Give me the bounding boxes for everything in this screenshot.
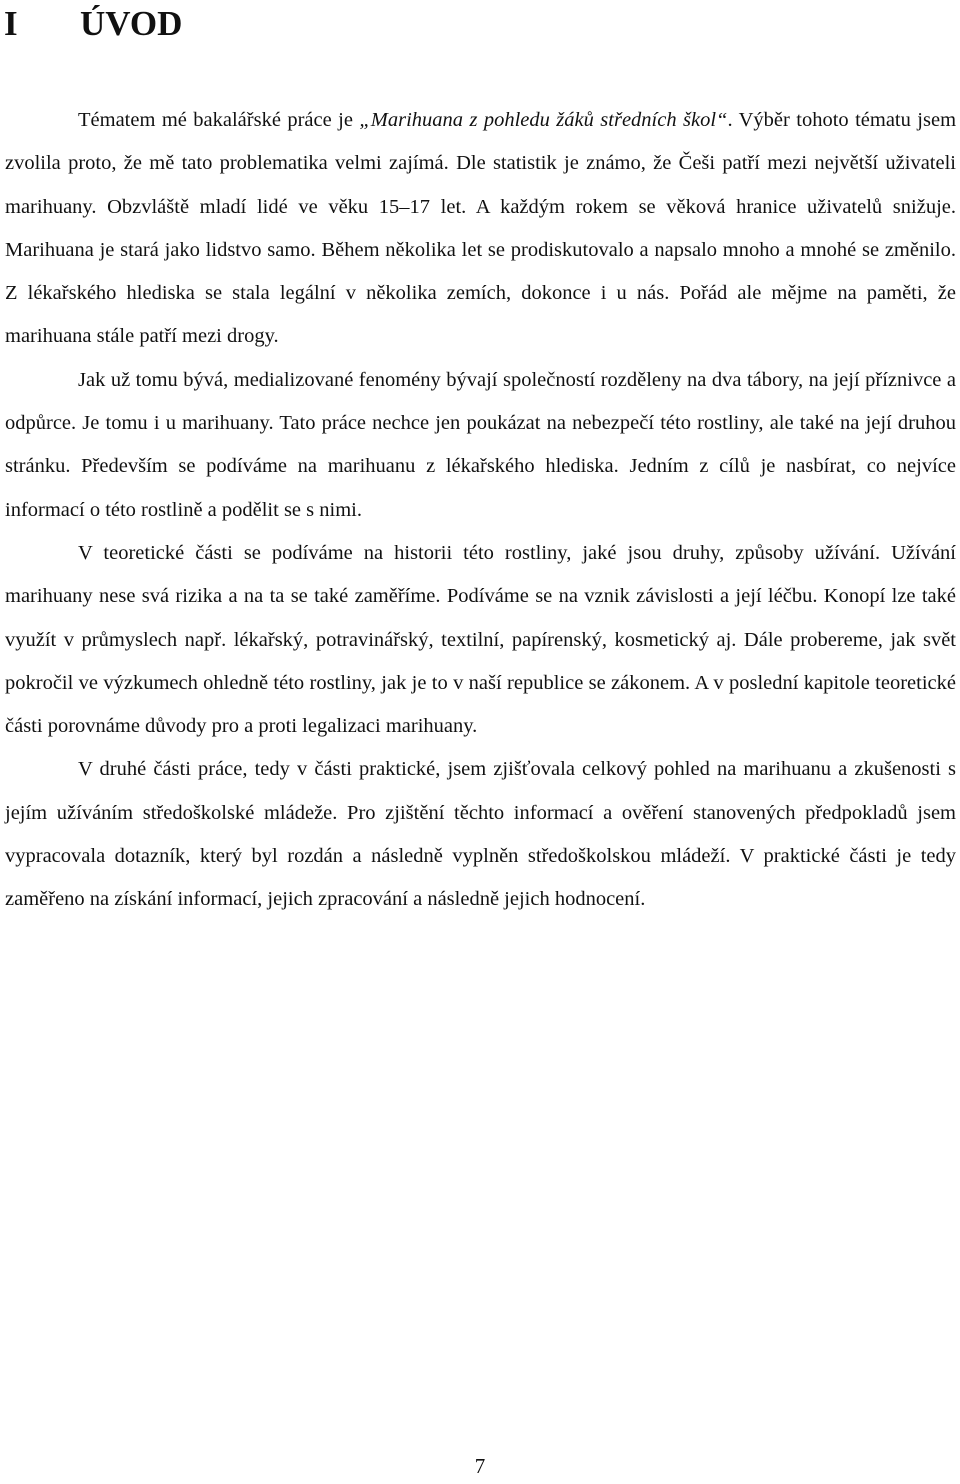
paragraph-topic (5, 99, 956, 359)
chapter-body (5, 99, 956, 922)
thesis-title: „Marihuana z pohledu žáků středních škol“ (359, 109, 728, 131)
paragraph-theory: V teoretické části se podíváme na historii této rostliny, jaké jsou druhy, způsoby užívání. Užívání marihuany nese svá rizika a na ta se také zaměříme. Podíváme se na vznik závislosti a její léčbu. Konopí lze také využít v průmyslech např. lékařský, potravinářský, textilní, papírenský, kosmetický aj. Dále probereme, jak svět pokročil ve výzkumech ohledně této rostliny, jak je to v naší republice se zákonem. A v poslední kapitole teoretické části porovnáme důvody pro a proti legalizaci marihuany. (5, 541, 956, 738)
paragraph-practice: V druhé části práce, tedy v části praktické, jsem zjišťovala celkový pohled na marihuanu a zkušenosti s jejím užíváním středoškolské mládeže. Pro zjištění těchto informací a ověření stanovených předpokladů jsem vypracovala dotazník, který byl rozdán a následně vyplněn středoškolskou mládeží. V praktické části je tedy zaměřeno na získání informací, jejich zpracování a následně jejich hodnocení. (5, 758, 956, 911)
page-number: 7 (474, 1454, 486, 1478)
chapter-number: I (4, 4, 18, 43)
chapter-heading (4, 2, 182, 46)
paragraph-goals: Jak už tomu bývá, medializované fenomény bývají společností rozděleny na dva tábory, na její příznivce a odpůrce. Je tomu i u marihuany. Tato práce nechce jen poukázat na nebezpečí této rostliny, ale také na její druhou stránku. Především se podíváme na marihuanu z lékařského hlediska. Jedním z cílů je nasbírat, co nejvíce informací o této rostlině a podělit se s nimi. (5, 368, 956, 521)
chapter-title: ÚVOD (80, 4, 183, 43)
paragraph-topic-rest: . Výběr tohoto tématu jsem zvolila proto, že mě tato problematika velmi zajímá. Dle statistik je známo, že Češi patří mezi největší uživateli marihuany. Obzvláště mladí lidé ve věku 15–17 let. A každým rokem se věková hranice uživatelů snižuje. Marihuana je stará jako lidstvo samo. Během několika let se prodiskutovalo a napsalo mnoho a mnohé se změnilo. Z lékařského hlediska se stala legální v několika zemích, dokonce i u nás. Pořád ale mějme na paměti, že marihuana stále patří mezi drogy. (5, 109, 957, 348)
paragraph-topic-lead: Tématem mé bakalářské práce je (78, 109, 360, 131)
